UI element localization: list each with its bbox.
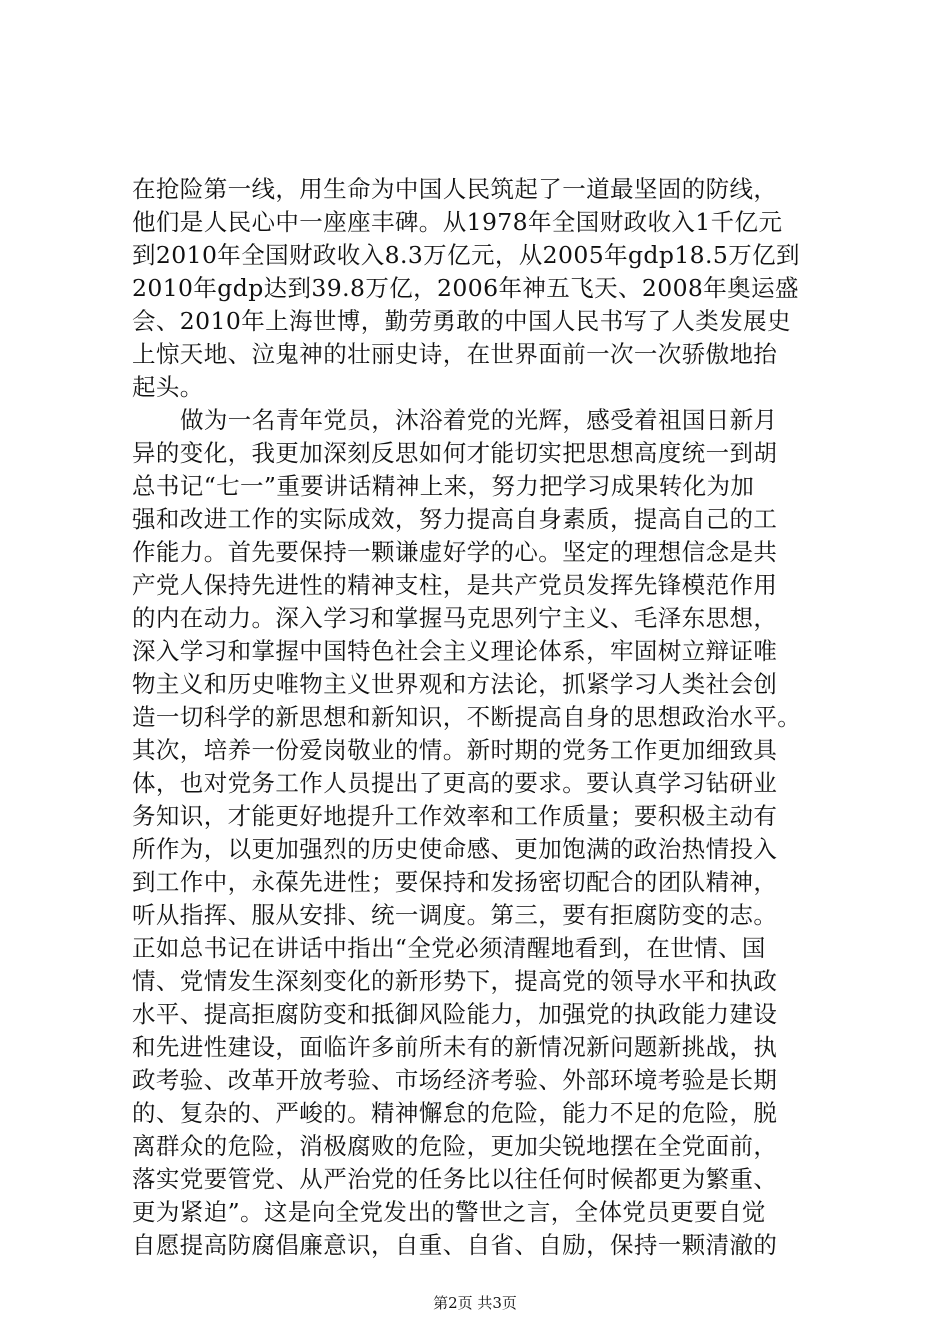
text-line: 和先进性建设，面临许多前所未有的新情况新问题新挑战，执 [132, 1033, 778, 1061]
text-line: 他们是人民心中一座座丰碑。从1978年全国财政收入1千亿元 [132, 208, 783, 236]
text-line: 起头。 [132, 373, 204, 401]
text-line: 务知识，才能更好地提升工作效率和工作质量；要积极主动有 [132, 802, 778, 830]
text-line: 自愿提高防腐倡廉意识，自重、自省、自励，保持一颗清澈的 [132, 1231, 778, 1259]
text-line: 听从指挥、服从安排、统一调度。第三，要有拒腐防变的志。 [132, 901, 778, 929]
paragraph-first-line: 做为一名青年党员，沐浴着党的光辉，感受着祖国日新月 [180, 406, 778, 434]
text-line: 深入学习和掌握中国特色社会主义理论体系，牢固树立辩证唯 [132, 637, 778, 665]
text-line: 的内在动力。深入学习和掌握马克思列宁主义、毛泽东思想， [132, 604, 778, 632]
text-line: 到工作中，永葆先进性；要保持和发扬密切配合的团队精神， [132, 868, 778, 896]
text-line: 会、2010年上海世博，勤劳勇敢的中国人民书写了人类发展史 [132, 307, 791, 335]
body-text [132, 173, 862, 1262]
text-line: 所作为，以更加强烈的历史使命感、更加饱满的政治热情投入 [132, 835, 778, 863]
text-line: 离群众的危险，消极腐败的危险，更加尖锐地摆在全党面前， [132, 1132, 778, 1160]
text-line: 到2010年全国财政收入8.3万亿元，从2005年gdp18.5万亿到 [132, 241, 800, 269]
text-line: 异的变化，我更加深刻反思如何才能切实把思想高度统一到胡 [132, 439, 778, 467]
text-line: 更为紧迫”。这是向全党发出的警世之言，全体党员更要自觉 [132, 1198, 766, 1226]
text-line: 落实党要管党、从严治党的任务比以往任何时候都更为繁重、 [132, 1165, 778, 1193]
text-line: 的、复杂的、严峻的。精神懈怠的危险，能力不足的危险，脱 [132, 1099, 778, 1127]
text-line: 2010年gdp达到39.8万亿，2006年神五飞天、2008年奥运盛 [132, 274, 799, 302]
text-line: 水平、提高拒腐防变和抵御风险能力，加强党的执政能力建设 [132, 1000, 778, 1028]
text-line: 上惊天地、泣鬼神的壮丽史诗，在世界面前一次一次骄傲地抬 [132, 340, 778, 368]
text-line: 作能力。首先要保持一颗谦虚好学的心。坚定的理想信念是共 [132, 538, 778, 566]
text-line: 物主义和历史唯物主义世界观和方法论，抓紧学习人类社会创 [132, 670, 778, 698]
page-footer [0, 1292, 950, 1313]
text-line: 体，也对党务工作人员提出了更高的要求。要认真学习钻研业 [132, 769, 778, 797]
text-line: 在抢险第一线，用生命为中国人民筑起了一道最坚固的防线， [132, 175, 778, 203]
text-line: 总书记“七一”重要讲话精神上来，努力把学习成果转化为加 [132, 472, 755, 500]
text-line: 情、党情发生深刻变化的新形势下，提高党的领导水平和执政 [132, 967, 778, 995]
text-line: 造一切科学的新思想和新知识，不断提高自身的思想政治水平。 [132, 703, 802, 731]
text-line: 正如总书记在讲话中指出“全党必须清醒地看到，在世情、国 [132, 934, 766, 962]
page-number-label: 第2页 共3页 [433, 1294, 517, 1312]
text-line: 政考验、改革开放考验、市场经济考验、外部环境考验是长期 [132, 1066, 778, 1094]
text-line: 其次，培养一份爱岗敬业的情。新时期的党务工作更加细致具 [132, 736, 778, 764]
text-line: 强和改进工作的实际成效，努力提高自身素质，提高自己的工 [132, 505, 778, 533]
text-line: 产党人保持先进性的精神支柱，是共产党员发挥先锋模范作用 [132, 571, 778, 599]
